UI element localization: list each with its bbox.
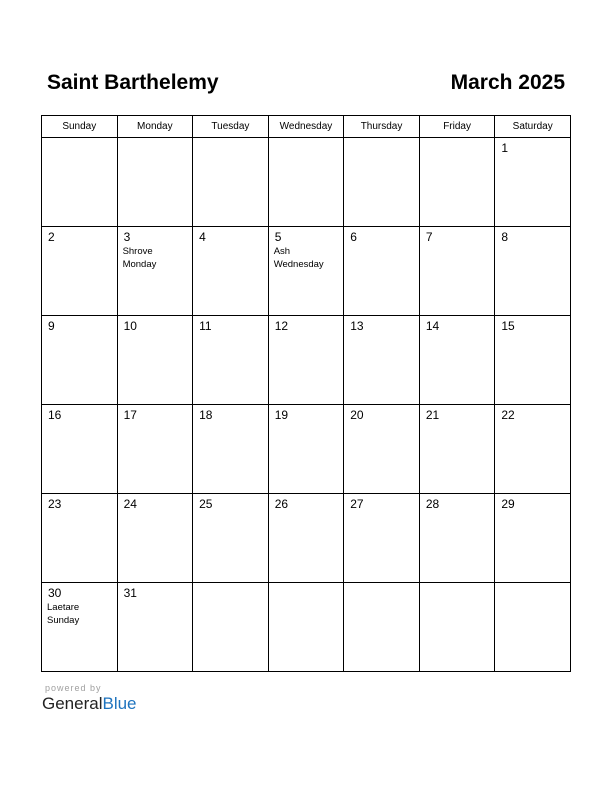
calendar-day-cell	[42, 316, 118, 405]
day-number	[344, 138, 419, 142]
day-number: 7	[425, 230, 433, 244]
calendar-day-cell	[344, 227, 420, 316]
calendar-day-cell	[117, 583, 193, 672]
calendar-day-cell	[419, 583, 495, 672]
calendar-day-cell	[117, 316, 193, 405]
calendar-day-cell	[495, 138, 571, 227]
month-calendar-grid	[41, 115, 571, 672]
calendar-month-title: March 2025	[450, 71, 565, 94]
calendar-week-row	[42, 494, 571, 583]
weekday-header: Thursday	[344, 116, 420, 138]
weekday-header: Saturday	[495, 116, 571, 138]
weekday-header: Sunday	[42, 116, 118, 138]
day-number	[193, 583, 268, 587]
day-number	[42, 138, 117, 142]
day-number	[420, 138, 495, 142]
calendar-day-cell	[193, 316, 269, 405]
weekday-header: Friday	[419, 116, 495, 138]
day-number: 26	[274, 497, 289, 511]
day-number: 15	[501, 319, 515, 333]
calendar-day-cell	[344, 138, 420, 227]
day-number: 23	[48, 497, 62, 511]
day-number: 9	[48, 319, 55, 333]
calendar-day-cell	[117, 405, 193, 494]
calendar-day-cell	[495, 494, 571, 583]
calendar-day-cell	[117, 227, 193, 316]
calendar-day-cell	[495, 405, 571, 494]
day-number	[269, 138, 344, 142]
day-number	[344, 583, 419, 587]
holiday-label: Laetare Sunday	[47, 602, 80, 626]
day-number: 13	[350, 319, 364, 333]
calendar-day-cell	[268, 405, 344, 494]
calendar-day-cell	[495, 227, 571, 316]
day-number: 24	[123, 497, 137, 511]
calendar-day-cell	[117, 494, 193, 583]
calendar-day-cell	[344, 405, 420, 494]
calendar-day-cell	[268, 494, 344, 583]
calendar-day-cell	[268, 138, 344, 227]
day-number: 30	[48, 586, 62, 600]
day-number	[269, 583, 344, 587]
calendar-day-cell	[117, 138, 193, 227]
weekday-header-row	[42, 116, 571, 138]
day-number: 17	[123, 408, 137, 422]
day-number: 28	[425, 497, 440, 511]
day-number: 4	[199, 230, 206, 244]
brand-general-text: General	[42, 694, 103, 713]
calendar-week-row	[42, 583, 571, 672]
calendar-day-cell	[193, 494, 269, 583]
calendar-day-cell	[419, 494, 495, 583]
powered-by-label: powered by	[45, 683, 102, 693]
calendar-week-row	[42, 316, 571, 405]
day-number	[420, 583, 495, 587]
weekday-header: Tuesday	[193, 116, 269, 138]
day-number: 19	[274, 408, 289, 422]
generalblue-logo[interactable]	[42, 694, 137, 714]
calendar-day-cell	[419, 405, 495, 494]
day-number	[193, 138, 268, 142]
day-number: 6	[350, 230, 357, 244]
calendar-day-cell	[419, 227, 495, 316]
day-number: 29	[501, 497, 515, 511]
holiday-label: Ash Wednesday	[273, 246, 324, 270]
weekday-header: Wednesday	[268, 116, 344, 138]
day-number: 25	[199, 497, 213, 511]
day-number	[495, 583, 570, 587]
calendar-week-row	[42, 227, 571, 316]
calendar-day-cell	[344, 583, 420, 672]
brand-blue-text: Blue	[102, 694, 137, 713]
day-number: 11	[199, 319, 212, 333]
day-number: 14	[425, 319, 440, 333]
day-number: 5	[274, 230, 282, 244]
day-number: 12	[274, 319, 289, 333]
calendar-day-cell	[42, 583, 118, 672]
weekday-header: Monday	[117, 116, 193, 138]
calendar-day-cell	[42, 227, 118, 316]
day-number: 20	[350, 408, 364, 422]
day-number: 16	[48, 408, 62, 422]
calendar-day-cell	[268, 583, 344, 672]
calendar-week-row	[42, 138, 571, 227]
calendar-day-cell	[193, 227, 269, 316]
calendar-week-row	[42, 405, 571, 494]
calendar-day-cell	[193, 583, 269, 672]
day-number: 21	[425, 408, 440, 422]
day-number: 8	[501, 230, 509, 244]
calendar-day-cell	[42, 405, 118, 494]
calendar-day-cell	[495, 316, 571, 405]
day-number	[118, 138, 193, 142]
day-number: 22	[501, 408, 515, 422]
holiday-label: Shrove Monday	[122, 246, 157, 270]
day-number: 18	[199, 408, 213, 422]
day-number: 2	[48, 230, 55, 244]
calendar-day-cell	[495, 583, 571, 672]
day-number: 27	[350, 497, 364, 511]
day-number: 31	[123, 586, 137, 600]
calendar-day-cell	[419, 138, 495, 227]
day-number: 1	[501, 141, 509, 155]
calendar-location-title: Saint Barthelemy	[47, 71, 219, 94]
calendar-day-cell	[193, 138, 269, 227]
calendar-day-cell	[42, 138, 118, 227]
calendar-day-cell	[193, 405, 269, 494]
day-number: 10	[123, 319, 137, 333]
calendar-day-cell	[419, 316, 495, 405]
calendar-day-cell	[344, 316, 420, 405]
calendar-day-cell	[42, 494, 118, 583]
calendar-day-cell	[344, 494, 420, 583]
day-number: 3	[123, 230, 131, 244]
calendar-day-cell	[268, 316, 344, 405]
calendar-day-cell	[268, 227, 344, 316]
